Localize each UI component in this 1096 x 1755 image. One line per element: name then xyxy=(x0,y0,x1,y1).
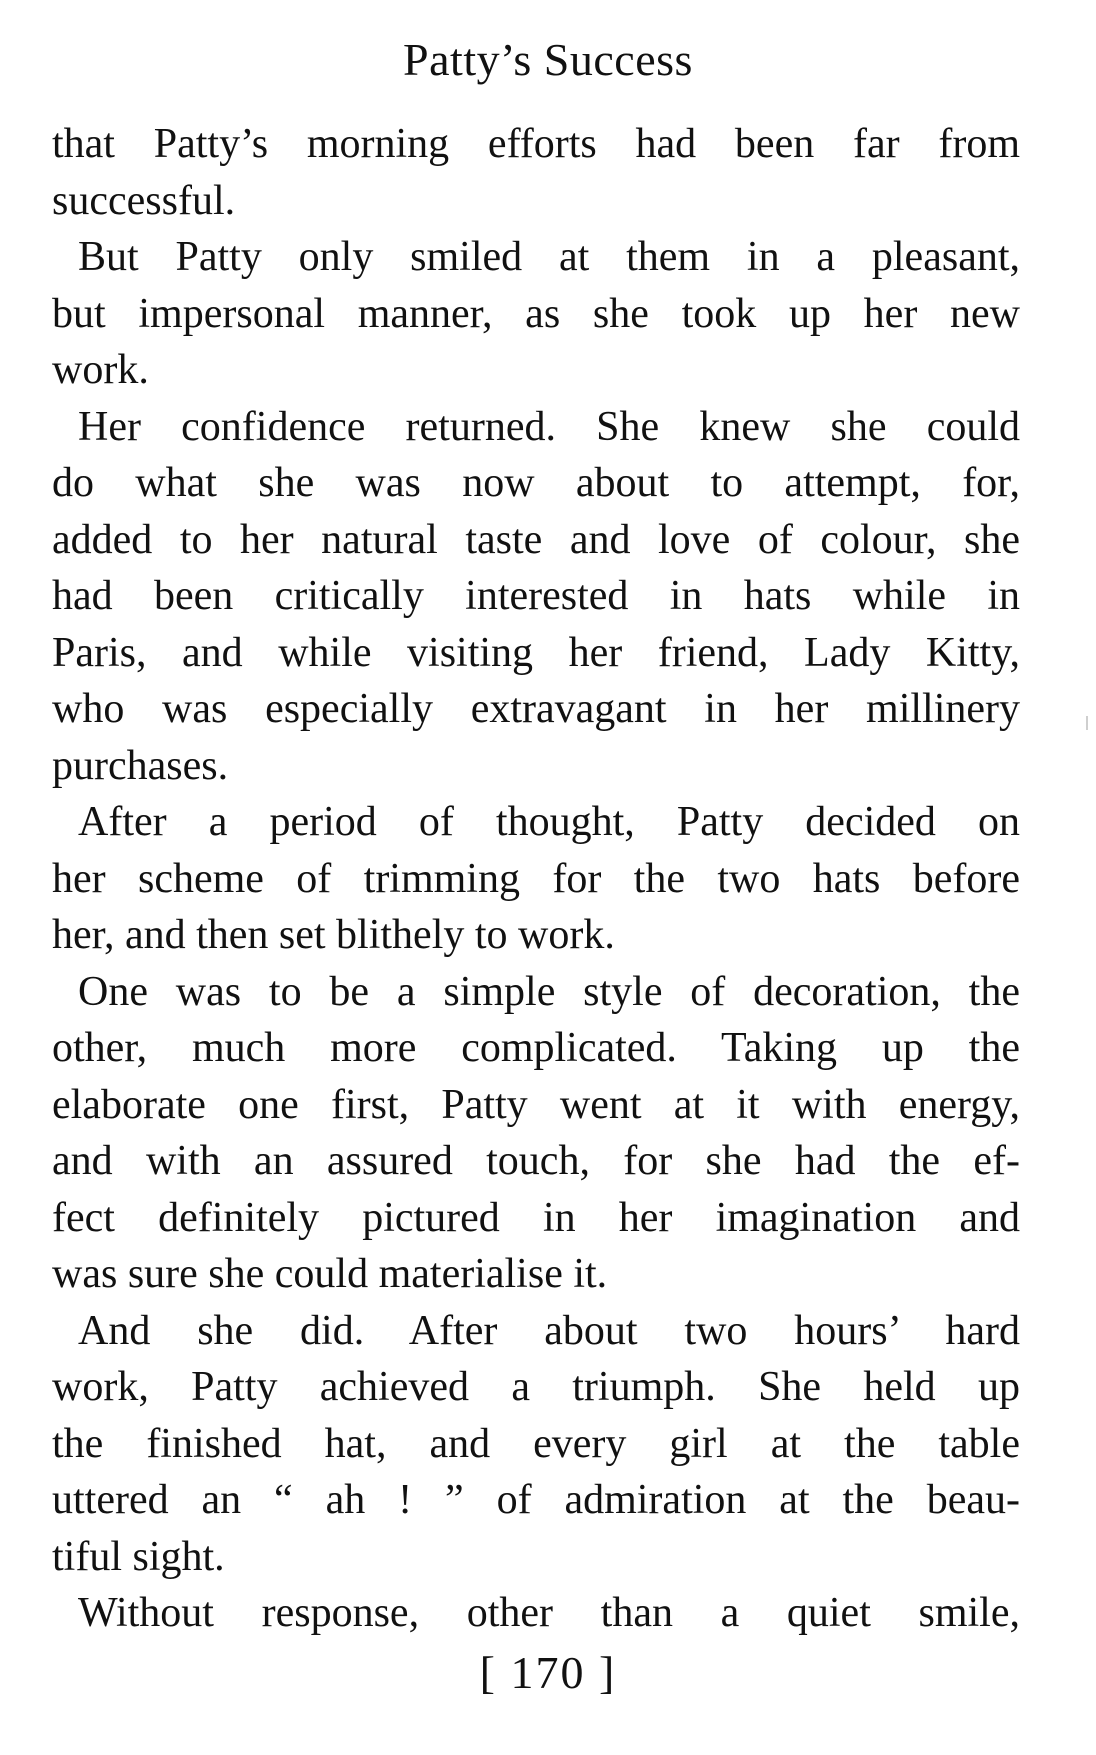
text-line: And she did. After about two hours’ hard xyxy=(78,1307,1020,1354)
text-line: uttered an “ ah ! ” of admiration at the beau- xyxy=(52,1477,1020,1523)
text-line: her scheme of trimming for the two hats before xyxy=(52,855,1020,902)
text-line: tiful sight. xyxy=(52,1533,225,1580)
text-line: elaborate one first, Patty went at it with energy, xyxy=(52,1081,1020,1128)
text-line: work, Patty achieved a triumph. She held up xyxy=(52,1364,1020,1410)
running-head: Patty’s Success xyxy=(403,34,693,85)
text-line: her, and then set blithely to work. xyxy=(52,912,615,958)
text-line: purchases. xyxy=(52,742,229,789)
text-line: added to her natural taste and love of colour, she xyxy=(52,516,1020,563)
text-line: Without response, other than a quiet smile, xyxy=(78,1590,1020,1636)
text-line: Her confidence returned. She knew she could xyxy=(78,403,1020,450)
text-line: do what she was now about to attempt, for, xyxy=(52,460,1020,506)
text-line: fect definitely pictured in her imagination and xyxy=(52,1194,1020,1241)
text-line: but impersonal manner, as she took up her new xyxy=(52,290,1020,337)
text-line: But Patty only smiled at them in a pleasant, xyxy=(78,234,1020,280)
text-line: successful. xyxy=(52,177,236,224)
page-body-text xyxy=(52,116,1020,1642)
text-line: the finished hat, and every girl at the table xyxy=(52,1420,1020,1467)
text-line: that Patty’s morning efforts had been far from xyxy=(52,121,1020,167)
page-number: [ 170 ] xyxy=(479,1647,617,1698)
text-line: was sure she could materialise it. xyxy=(52,1251,608,1297)
text-line: After a period of thought, Patty decided on xyxy=(78,799,1020,845)
text-line: who was especially extravagant in her millinery xyxy=(52,686,1020,732)
scan-margin-mark xyxy=(1086,716,1088,730)
text-line: and with an assured touch, for she had the ef- xyxy=(52,1138,1020,1184)
text-line: One was to be a simple style of decoration, the xyxy=(78,968,1020,1015)
text-line: Paris, and while visiting her friend, Lady Kitty, xyxy=(52,629,1020,676)
text-line: work. xyxy=(52,347,149,393)
text-line: other, much more complicated. Taking up the xyxy=(52,1025,1020,1071)
text-line: had been critically interested in hats while in xyxy=(52,573,1020,619)
